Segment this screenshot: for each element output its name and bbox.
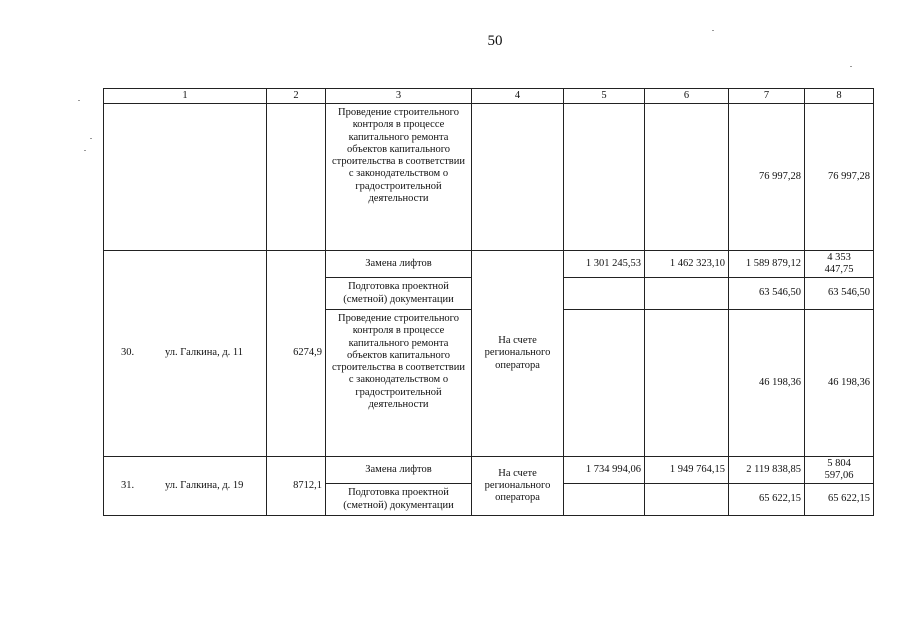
table-cell-empty (472, 104, 564, 251)
row-number: 31. (121, 479, 135, 491)
cost-cell: 1 734 994,06 (564, 457, 645, 484)
scan-speck (850, 66, 852, 67)
work-type-cell: Замена лифтов (326, 457, 472, 484)
cost-total-cell: 5 804 597,06 (805, 457, 874, 484)
work-type-cell: Подготовка проектной (сметной) документации (326, 484, 472, 516)
scan-speck (84, 150, 86, 151)
page-number: 50 (487, 33, 503, 49)
cost-total-cell: 76 997,28 (805, 104, 874, 251)
account-cell: На счете регионального оператора (472, 251, 564, 457)
cost-total-cell: 46 198,36 (805, 310, 874, 457)
scan-speck (90, 138, 92, 139)
cost-cell: 1 949 764,15 (645, 457, 729, 484)
table-cell-empty (564, 484, 645, 516)
cost-cell: 1 589 879,12 (729, 251, 805, 278)
address: ул. Галкина, д. 19 (165, 479, 244, 491)
cost-cell: 46 198,36 (729, 310, 805, 457)
table-cell-empty (564, 310, 645, 457)
work-type-cell: Замена лифтов (326, 251, 472, 278)
column-header: 1 (104, 89, 267, 104)
table-cell-empty (564, 104, 645, 251)
cost-cell: 1 462 323,10 (645, 251, 729, 278)
address: ул. Галкина, д. 11 (165, 347, 244, 359)
column-header: 3 (326, 89, 472, 104)
cost-total-cell: 63 546,50 (805, 278, 874, 310)
work-type-cell: Подготовка проектной (сметной) документации (326, 278, 472, 310)
cost-cell: 63 546,50 (729, 278, 805, 310)
table-row (104, 457, 874, 484)
address-cell (104, 251, 267, 457)
cost-cell: 1 301 245,53 (564, 251, 645, 278)
table-cell-empty (267, 104, 326, 251)
cost-cell: 2 119 838,85 (729, 457, 805, 484)
table-cell-empty (645, 310, 729, 457)
column-header-row (104, 89, 874, 104)
column-header: 7 (729, 89, 805, 104)
column-header: 2 (267, 89, 326, 104)
table-cell-empty (645, 104, 729, 251)
table-row (104, 251, 874, 278)
table-cell-empty (645, 484, 729, 516)
table-cell-empty (645, 278, 729, 310)
works-table (103, 88, 874, 516)
cost-cell: 76 997,28 (729, 104, 805, 251)
row-number: 30. (121, 347, 135, 359)
address-cell (104, 457, 267, 516)
table-cell-empty (564, 278, 645, 310)
column-header: 4 (472, 89, 564, 104)
cost-total-cell: 65 622,15 (805, 484, 874, 516)
work-type-cell: Проведение строительного контроля в процессе капитального ремонта объектов капитального строительства в соответствии с законодательством о градостроительной деятельности (326, 104, 472, 251)
table-cell-empty (104, 104, 267, 251)
work-type-cell: Проведение строительного контроля в процессе капитального ремонта объектов капитального строительства в соответствии с законодательством о градостроительной деятельности (326, 310, 472, 457)
table-row (104, 104, 874, 251)
area-cell: 8712,1 (267, 457, 326, 516)
cost-cell: 65 622,15 (729, 484, 805, 516)
column-header: 8 (805, 89, 874, 104)
account-cell: На счете регионального оператора (472, 457, 564, 516)
area-cell: 6274,9 (267, 251, 326, 457)
scan-speck (78, 100, 80, 101)
column-header: 5 (564, 89, 645, 104)
cost-total-cell: 4 353 447,75 (805, 251, 874, 278)
column-header: 6 (645, 89, 729, 104)
scan-speck (712, 30, 714, 31)
